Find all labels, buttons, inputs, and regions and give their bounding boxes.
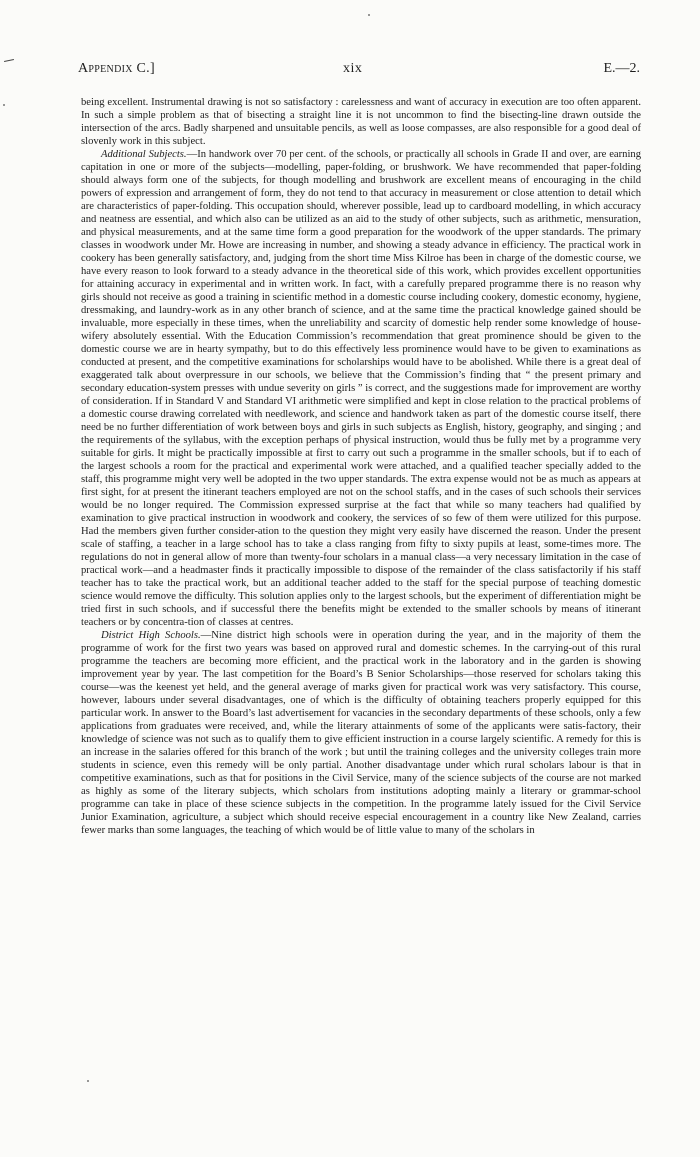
body-text	[81, 96, 641, 837]
margin-dot	[87, 1080, 89, 1082]
margin-dot	[368, 14, 370, 16]
paragraph-district-high-schools	[81, 629, 641, 837]
paragraph-text: —In handwork over 70 per cent. of the schools, or practically all schools in Grade II and over, are earning capitation in one or more of the subjects—modelling, paper-folding, or brushwork. We have recommended that paper-folding should always form one of the subjects, for though modelling and brushwork are excellent means of encouraging in the child powers of expression and arrangement of form, they do not tend to that accuracy in measurement or close attention to detail which are characteristics of paper-folding. This occupation should, wherever possible, lead up to cardboard modelling, in which accuracy and neatness are essential, and which also can be utilized as an aid to the study of other subjects, such as arithmetic, mensuration, and physical measurements, and at the same time form a good preparation for the woodwork of the upper standards. The primary classes in woodwork under Mr. Howe are increasing in number, and showing a steady advance in efficiency. The practical work in cookery has been generally satisfactory, and, judging from the short time Miss Kilroe has been in charge of the domestic course, we have every reason to look forward to a steady advance in the theoretical side of this work, which provides excellent opportunities for attaining accuracy in experimental and in written work. In fact, with a carefully prepared programme there is no reason why girls should not receive as good a training in scientific method in a domestic course including cookery, domestic economy, hygiene, dressmaking, and laundry-work as in any other branch of science, and at the same time the practical knowledge gained should be invaluable, more especially in these times, when the unreliability and scarcity of domestic help render some knowledge of house-wifery absolutely essential. With the Education Commission’s recommendation that great prominence should be given to the domestic course we are in hearty sympathy, but to do this effectively less prominence would have to be given to examinations as conducted at present, and the competitive examinations for scholarships would have to be abolished. While there is a great deal of exaggerated talk about overpressure in our schools, we believe that the Commission’s finding that “ the present primary and secondary education-system presses with undue severity on girls ” is correct, and the suggestions made for improvement are worthy of consideration. If in Standard V and Standard VI arithmetic were simplified and kept in close relation to the practical problems of a domestic course drawing correlated with needlework, and science and handwork taken as part of the domestic course itself, there need be no further differentiation of work between boys and girls in such subjects as English, history, geography, and singing ; and the requirements of the syllabus, with the exception perhaps of physical instruction, would thus be fully met by a programme very suitable for girls. It might be practically impossible at first to carry out such a programme in the smaller schools, but if to each of the largest schools a room for the practical and experimental work were attached, and a qualified teacher specially added to the staff, this programme might very well be adopted in the two upper standards. The extra expense would not be as much as appears at first sight, for at present the itinerant teachers employed are not on the school staffs, and in the cases of such schools their services would be no longer required. The Commission expressed surprise at the fact that while so many teachers had qualified by examination to give practical instruction in woodwork and cookery, the services of so few of them were utilized for this purpose. Had the members given further consider-ation to the question they might very easily have discerned the reason. Under the present scale of staffing, a teacher in a large school has to take a class ranging from fifty to sixty pupils at least, some-times more. The regulations do not in general allow of more than twenty-four scholars in a manual class—a very necessary limitation in the case of practical work—and a headmaster finds it practically impossible to dispose of the remainder of the class satisfactorily if his staff teacher has to take the practical work, but an additional teacher added to the staff for the special purpose of teaching domestic science would remove the difficulty. This solution applies only to the largest schools, but the experiment of differentiation might be tried first in such schools, and if successful there the benefits might be extended to the smaller schools by means of itinerant teachers or by concentra-tion of classes at centres.	[81, 149, 641, 628]
margin-dot	[3, 104, 5, 106]
paragraph-lead: District High Schools.	[101, 630, 201, 641]
header-document-ref: E.—2.	[603, 61, 640, 76]
margin-mark	[4, 59, 14, 62]
page-number: xix	[343, 61, 363, 76]
paragraph-text: being excellent. Instrumental drawing is not so satisfactory : carelessness and want of accuracy in execution are too often apparent. In such a simple problem as that of bisecting a straight line it is not uncommon to find the bisecting-line drawn outside the intersection of the arcs. Badly sharpened and unsuitable pencils, as well as loose compasses, are also responsible for a good deal of slovenly work in this subject.	[81, 97, 641, 147]
paragraph	[81, 96, 641, 148]
header-appendix-label: Appendix C.]	[78, 61, 155, 76]
paragraph-text: —Nine district high schools were in operation during the year, and in the majority of them the programme of work for the first two years was based on approved rural and domestic schemes. In the carrying-out of this rural programme the teachers are becoming more efficient, and the practical work in the laboratory and in the garden is showing improvement year by year. The last competition for the Board’s B Senior Scholarships—those reserved for scholars taking this course—was the keenest yet held, and the general average of marks given for practical work was very satisfactory. This course, however, labours under several disadvantages, one of which is the difficulty of obtaining teachers properly equipped for this particular work. In answer to the Board’s last advertisement for vacancies in the secondary departments of these schools, only a few applications from graduates were received, and, while the literary attainments of some of the applicants were satis-factory, their knowledge of science was not such as to qualify them to give efficient instruction in a course largely scientific. A remedy for this is an increase in the salaries offered for this branch of the work ; but until the training colleges and the university colleges train more students in science, even this remedy will be only partial. Another disadvantage under which rural scholars labour is that in competitive examinations, such as that for positions in the Civil Service, many of the science subjects of the course are not marked as highly as some of the literary subjects, which scholars from institutions adopting mainly a literary or grammar-school programme can take in place of these science subjects in the competition. In the programme lately issued for the Civil Service Junior Examination, agriculture, a subject which should receive especial encouragement in a country like New Zealand, carries fewer marks than some languages, the teaching of which would be of little value to many of the scholars in	[81, 630, 641, 836]
paragraph-additional-subjects	[81, 148, 641, 629]
page-header	[78, 61, 640, 79]
paragraph-lead: Additional Subjects.	[101, 149, 187, 160]
